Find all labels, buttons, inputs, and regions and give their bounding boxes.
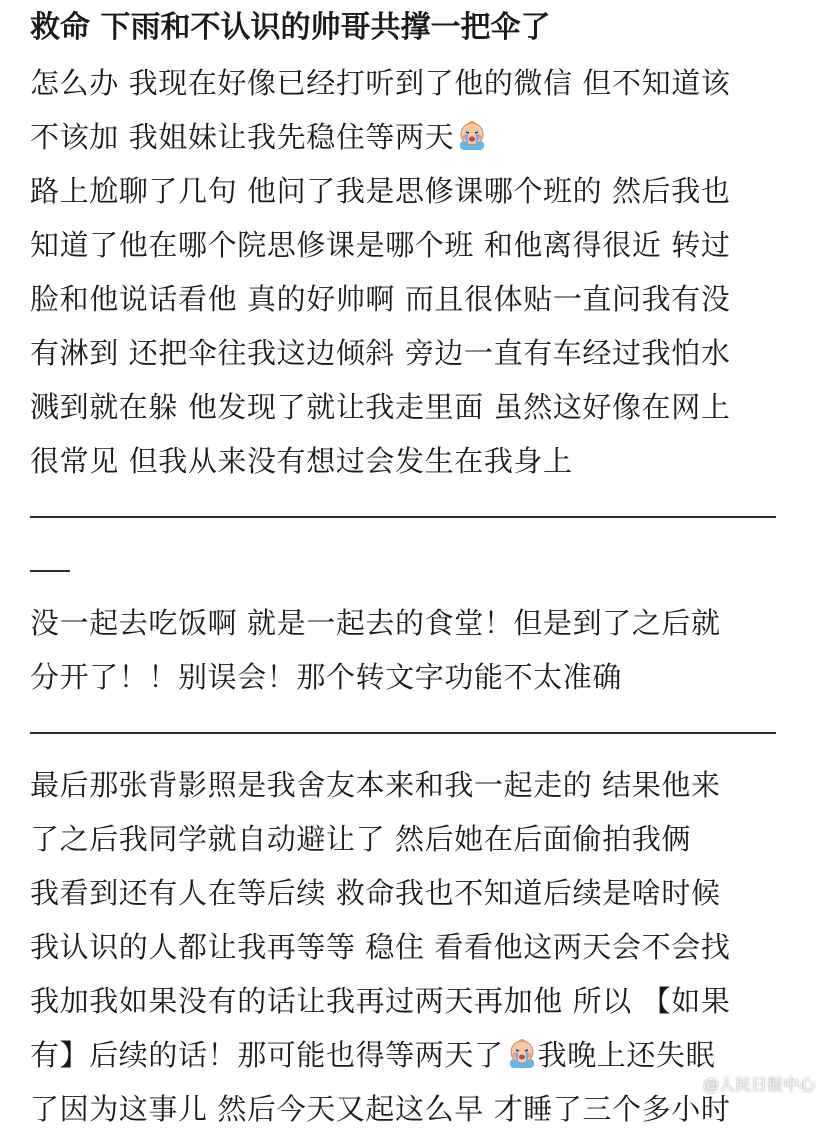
post-line: 溅到就在躲 他发现了就让我走里面 虽然这好像在网上	[30, 390, 731, 424]
divider-rule	[30, 516, 776, 518]
post-line: 知道了他在哪个院思修课是哪个班 和他离得很近 转过	[30, 228, 731, 262]
post-line-text: 我晚上还失眠	[537, 1038, 716, 1072]
weibo-post	[30, 0, 810, 1136]
divider-line	[30, 704, 810, 758]
divider-line-tail	[30, 542, 810, 596]
weibo-watermark	[682, 1072, 815, 1095]
post-line: 最后那张背影照是我舍友本来和我一起走的 结果他来	[30, 768, 721, 802]
post-line: 了因为这事儿 然后今天又起这么早 才睡了三个多小时	[30, 1092, 731, 1126]
crying-baby-emoji-icon	[456, 120, 488, 152]
divider-rule	[30, 732, 776, 734]
post-line-text: 不该加 我姐妹让我先稳住等两天	[30, 120, 455, 154]
post-title: 救命 下雨和不认识的帅哥共撑一把伞了	[30, 10, 551, 45]
watermark-text: @人民日报中心	[702, 1075, 815, 1094]
post-line: 没一起去吃饭啊 就是一起去的食堂！但是到了之后就	[30, 606, 721, 640]
post-line: 路上尬聊了几句 他问了我是思修课哪个班的 然后我也	[30, 174, 731, 208]
post-line: 我看到还有人在等后续 救命我也不知道后续是啥时候	[30, 876, 721, 910]
post-line: 我认识的人都让我再等等 稳住 看看他这两天会不会找	[30, 930, 731, 964]
post-line	[30, 110, 810, 164]
divider-line	[30, 488, 810, 542]
post-line: 分开了！！别误会！那个转文字功能不太准确	[30, 660, 623, 694]
post-line: 怎么办 我现在好像已经打听到了他的微信 但不知道该	[30, 66, 731, 100]
post-line: 有淋到 还把伞往我这边倾斜 旁边一直有车经过我怕水	[30, 336, 731, 370]
post-body	[30, 56, 810, 1136]
post-line: 我加我如果没有的话让我再过两天再加他 所以 【如果	[30, 984, 731, 1018]
post-line: 了之后我同学就自动避让了 然后她在后面偷拍我俩	[30, 822, 692, 856]
weibo-icon	[682, 1075, 700, 1093]
divider-rule	[30, 570, 70, 572]
post-line-text: 有】后续的话！那可能也得等两天了	[30, 1038, 504, 1072]
post-line: 脸和他说话看他 真的好帅啊 而且很体贴一直问我有没	[30, 282, 731, 316]
crying-baby-emoji-icon	[506, 1038, 538, 1070]
post-line: 很常见 但我从来没有想过会发生在我身上	[30, 444, 573, 478]
